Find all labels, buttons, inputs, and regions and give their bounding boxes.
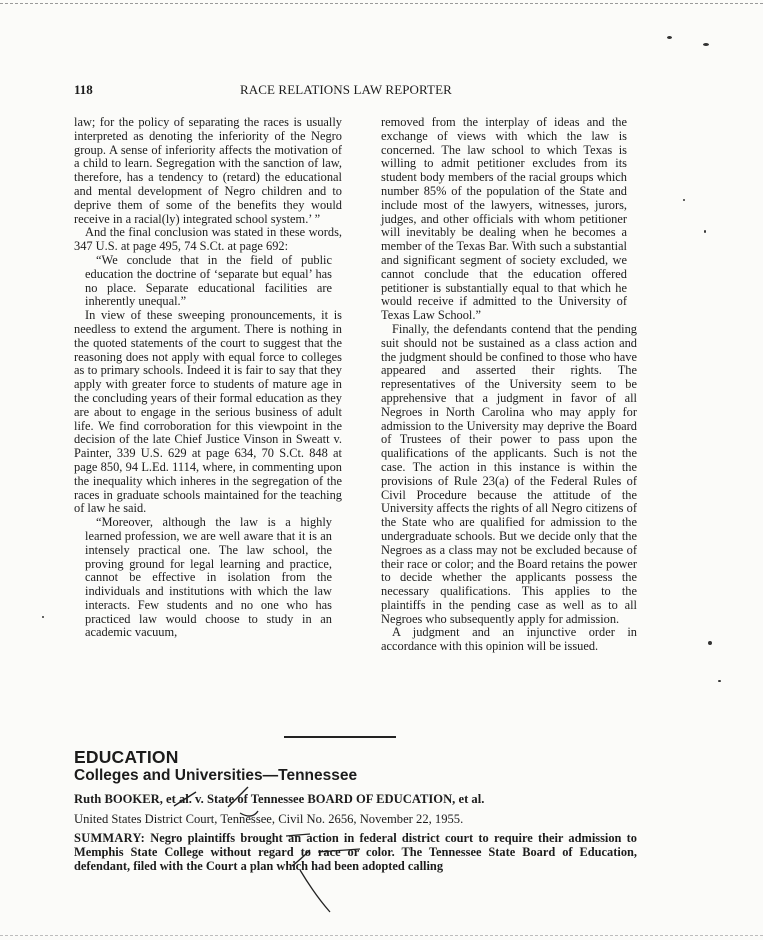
margin-speck bbox=[704, 230, 706, 233]
margin-speck bbox=[703, 43, 709, 46]
top-edge-rule bbox=[0, 3, 763, 4]
summary-label: SUMMARY: bbox=[74, 831, 146, 845]
paragraph: law; for the policy of separating the races is usually interpreted as denoting the inferiority of the Negro group. A sense of inferiority affects the motivation of a child to learn. Segregation with the sanction of law, therefore, has a tendency to (retard) the educational and mental development of Negro children and to deprive them of some of the benefits they would receive in a racial(ly) integrated school system.’ ” bbox=[74, 115, 342, 226]
court-citation: United States District Court, Tennessee, Civil No. 2656, November 22, 1955. bbox=[74, 812, 464, 826]
paragraph: In view of these sweeping pronouncements, it is needless to extend the argument. There is nothing in the quoted statements of the court to suggest that the reasoning does not apply with equal force to colleges as to primary schools. Indeed it is fair to say that they apply with greater force to students of mature age in the concluding years of their formal education as they are about to engage in the serious business of adult life. We find corroboration for this viewpoint in the decision of the late Chief Justice Vinson in Sweatt v. Painter, 339 U.S. 629 at page 634, 70 S.Ct. 848 at page 850, 94 L.Ed. 1114, where, in commenting upon the inequality which inheres in the segregation of the races in graduate schools maintained for the teaching of law he said. bbox=[74, 308, 342, 516]
case-title: Ruth BOOKER, et al. v. State of Tennessee BOARD OF EDUCATION, et al. bbox=[74, 792, 485, 806]
margin-speck bbox=[718, 680, 721, 682]
running-head: RACE RELATIONS LAW REPORTER bbox=[240, 82, 452, 97]
section-heading: EDUCATION bbox=[74, 747, 179, 767]
paragraph: A judgment and an injunctive order in accordance with this opinion will be issued. bbox=[381, 625, 637, 654]
margin-speck bbox=[708, 641, 712, 645]
paragraph: Finally, the defendants contend that the pending suit should not be sustained as a class action and the judgment should be confined to those who have appeared and asserted their rights. The representatives of the University seem to be apprehensive that a judgment in favor of all Negroes in North Carolina who may apply for admission to the University may deprive the Board of Trustees of their power to pass upon the qualifications of the applicants. Such is not the case. The action in this instance is within the provisions of Rule 23(a) of the Federal Rules of Civil Procedure because the attitude of the University affects the rights of all Negro citizens of the State who are qualified for admission to the undergraduate schools. But we decide only that the Negroes as a class may not be excluded because of their race or color; and the Board retains the power to decide whether the applicants possess the necessary qualifications. This applies to the plaintiffs in the pending case as well as to all Negroes who subsequently apply for admission. bbox=[381, 321, 637, 626]
right-column bbox=[381, 116, 637, 654]
section-divider bbox=[284, 736, 396, 738]
section-subheading: Colleges and Universities—Tennessee bbox=[74, 767, 358, 784]
summary-text: Negro plaintiffs brought an action in federal district court to require their admission to Memphis State College without regard to race or color. The Tennessee State Board of Education, defendant, filed with the Court a plan which had been adopted calling bbox=[74, 831, 637, 873]
paragraph: And the final conclusion was stated in these words, 347 U.S. at page 495, 74 S.Ct. at page 692: bbox=[74, 225, 342, 254]
block-quote: “Moreover, although the law is a highly learned profession, we are well aware that it is an intensely practical one. The law school, the proving ground for legal learning and practice, cannot be effective in isolation from the individuals and institutions with which the law interacts. Few students and no one who has practiced law would choose to study in an academic vacuum, bbox=[85, 515, 332, 640]
margin-speck bbox=[683, 199, 685, 201]
block-quote: “We conclude that in the field of public education the doctrine of ‘separate but equal’ has no place. Separate educational facilities are inherently unequal.” bbox=[85, 252, 332, 309]
margin-speck bbox=[42, 616, 44, 618]
bottom-edge-rule bbox=[0, 935, 763, 936]
left-column bbox=[74, 116, 342, 640]
paragraph: removed from the interplay of ideas and the exchange of views with which the law is concerned. The law school to which Texas is willing to admit petitioner excludes from its student body members of the racial groups which number 85% of the population of the State and include most of the lawyers, witnesses, jurors, judges, and other officials with whom petitioner will inevitably be dealing when he becomes a member of the Texas Bar. With such a substantial and significant segment of society excluded, we cannot conclude that the education offered petitioner is substantially equal to that which he would receive if admitted to the University of Texas Law School.” bbox=[381, 115, 627, 323]
margin-speck bbox=[667, 36, 672, 39]
page-number: 118 bbox=[74, 82, 93, 97]
case-summary bbox=[74, 831, 637, 873]
